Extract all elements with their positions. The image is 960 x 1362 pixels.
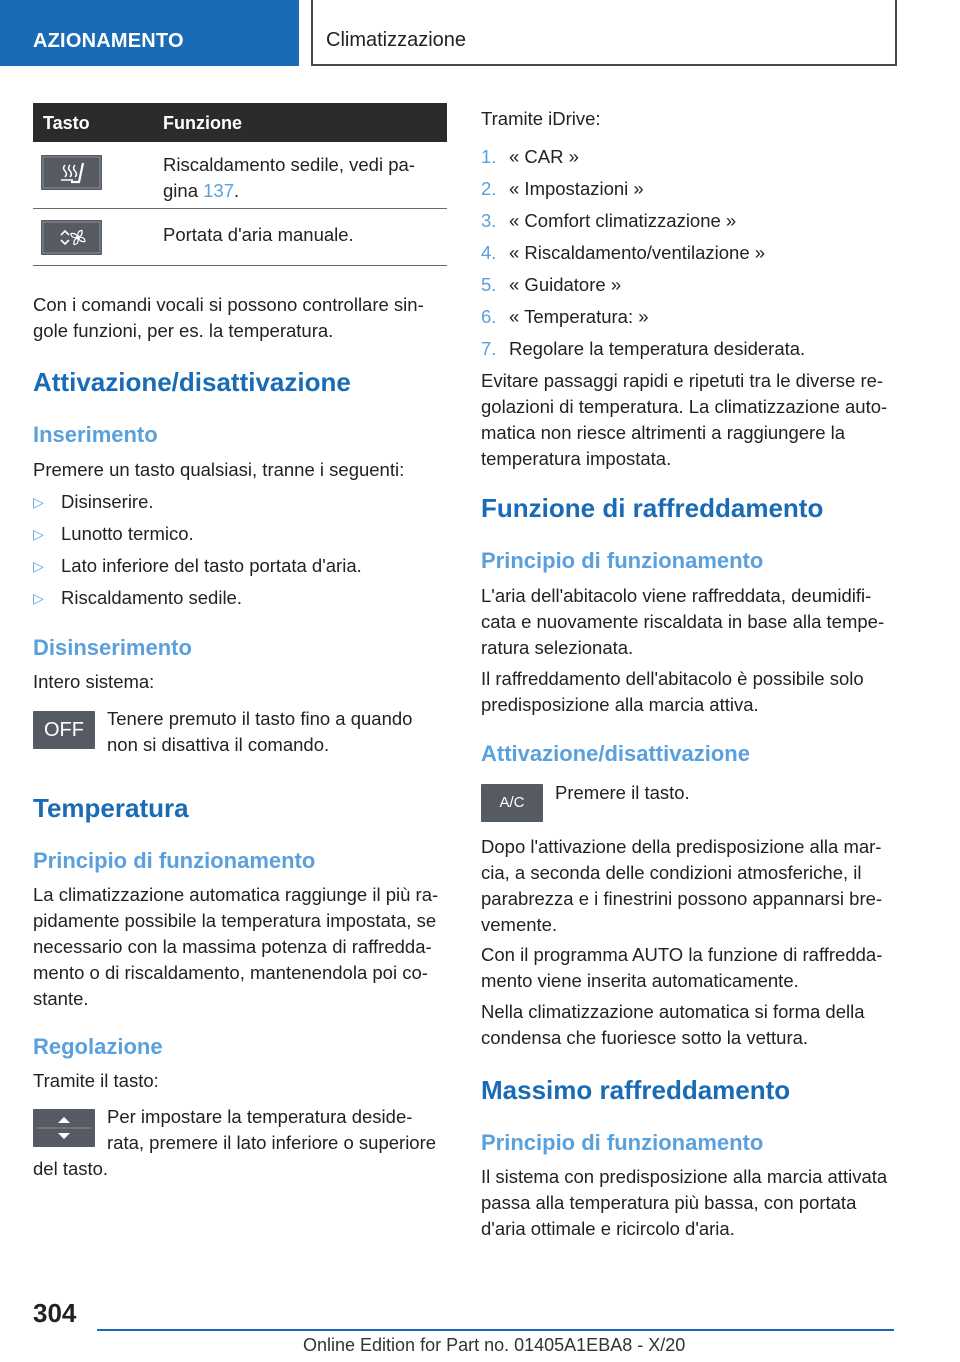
table-header: [33, 103, 447, 142]
principle-text: La climatizzazione automatica raggiunge il più ra- pidamente possibile la temperatura impostata, se necessario con la massima potenza di raffredda- mento o di riscaldamento, mantenendola poi co- stante.: [33, 884, 439, 1009]
heading-principio: Principio di funzionamento: [33, 848, 316, 873]
seat-heating-icon: [41, 155, 102, 190]
heading-raffreddamento: Funzione di raffreddamento: [481, 493, 824, 523]
auto-text: Con il programma AUTO la funzione di raffredda- mento viene inserita automaticamente.: [481, 944, 883, 991]
off-text: Tenere premuto il tasto fino a quando non si disattiva il comando.: [107, 708, 413, 755]
heading-principio-cool: Principio di funzionamento: [481, 548, 764, 573]
on-intro: Premere un tasto qualsiasi, tranne i seguenti:: [33, 459, 405, 480]
heading-temperatura: Temperatura: [33, 793, 189, 823]
list-item: 5. « Guidatore »: [481, 274, 622, 295]
reg-text: Per impostare la temperatura deside- rata, premere il lato inferiore o superiore: [107, 1106, 437, 1153]
chapter-tab: [311, 0, 897, 66]
ac-key-icon: A/C: [481, 784, 543, 822]
ac-text: Premere il tasto.: [555, 782, 690, 803]
after-text: Dopo l'attivazione della predisposizione alla mar- cia, a seconda delle condizioni atmosferiche, il parabrezza e i finestrini possono appannarsi bre- vemente.: [481, 836, 883, 935]
col-function-header: Funzione: [163, 113, 242, 133]
page-link[interactable]: 137: [203, 180, 234, 201]
max-text: Il sistema con predisposizione alla marcia attivata passa alla temperatura più bassa, con portata d'aria ottimale e ricircolo d'aria.: [481, 1166, 888, 1239]
section-tab: [0, 0, 299, 66]
heading-massimo: Massimo raffreddamento: [481, 1075, 791, 1105]
list-item: 7. Regolare la temperatura desiderata.: [481, 338, 806, 359]
key-function-table: [33, 103, 447, 266]
avoid-text: Evitare passaggi rapidi e ripetuti tra le diverse re- golazioni di temperatura. La climatizzazione auto- matica non riesce altrimenti a raggiungere la temperatura impostata.: [481, 370, 888, 469]
condensation-text: Nella climatizzazione automatica si forma della condensa che fuoriesce sotto la vettura.: [481, 1001, 865, 1048]
heading-attivazione-cool: Attivazione/disattivazione: [481, 741, 750, 766]
chapter-title: Climatizzazione: [326, 29, 467, 51]
voice-text: Con i comandi vocali si possono controllare sin- gole funzioni, per es. la temperatura.: [33, 294, 424, 341]
reg-intro: Tramite il tasto:: [33, 1070, 159, 1091]
list-item: 2. « Impostazioni »: [481, 178, 644, 199]
heading-regolazione: Regolazione: [33, 1034, 163, 1059]
list-item: 1. « CAR »: [481, 146, 579, 167]
idrive-intro: Tramite iDrive:: [481, 108, 601, 129]
table-row: [33, 142, 447, 209]
temperature-rocker-icon: [33, 1109, 95, 1147]
airflow-icon: [41, 220, 102, 255]
off-intro: Intero sistema:: [33, 671, 155, 692]
list-item: ▷ Lato inferiore del tasto portata d'aria.: [33, 555, 362, 576]
heading-activation: Attivazione/disattivazione: [33, 367, 351, 397]
list-item: ▷ Lunotto termico.: [33, 523, 194, 544]
heading-inserimento: Inserimento: [33, 422, 158, 447]
edition-text: Online Edition for Part no. 01405A1EBA8 - X/20: [303, 1335, 686, 1355]
table-row: [33, 209, 447, 266]
heading-principio-max: Principio di funzionamento: [481, 1130, 764, 1155]
footer-divider: [97, 1329, 894, 1331]
row-airflow-text: Portata d'aria manuale.: [163, 224, 354, 245]
cool-text: L'aria dell'abitacolo viene raffreddata, deumidifi- cata e nuovamente riscaldata in base alla tempe- ratura selezionata.: [481, 585, 885, 658]
off-key-icon: OFF: [33, 711, 95, 749]
heading-disinserimento: Disinserimento: [33, 635, 192, 660]
list-item: 4. « Riscaldamento/ventilazione »: [481, 242, 766, 263]
col-key-header: Tasto: [43, 113, 90, 133]
list-item: ▷ Disinserire.: [33, 491, 154, 512]
section-title: AZIONAMENTO: [33, 30, 184, 52]
page-number: 304: [33, 1298, 77, 1328]
cool-text-2: Il raffreddamento dell'abitacolo è possibile solo predisposizione alla marcia attiva.: [481, 668, 864, 715]
list-item: ▷ Riscaldamento sedile.: [33, 587, 242, 608]
list-item: 6. « Temperatura: »: [481, 306, 649, 327]
row-seat-heating-text: Riscaldamento sedile, vedi pa- gina 137.: [163, 154, 415, 201]
reg-text-cont: del tasto.: [33, 1158, 109, 1179]
list-item: 3. « Comfort climatizzazione »: [481, 210, 737, 231]
